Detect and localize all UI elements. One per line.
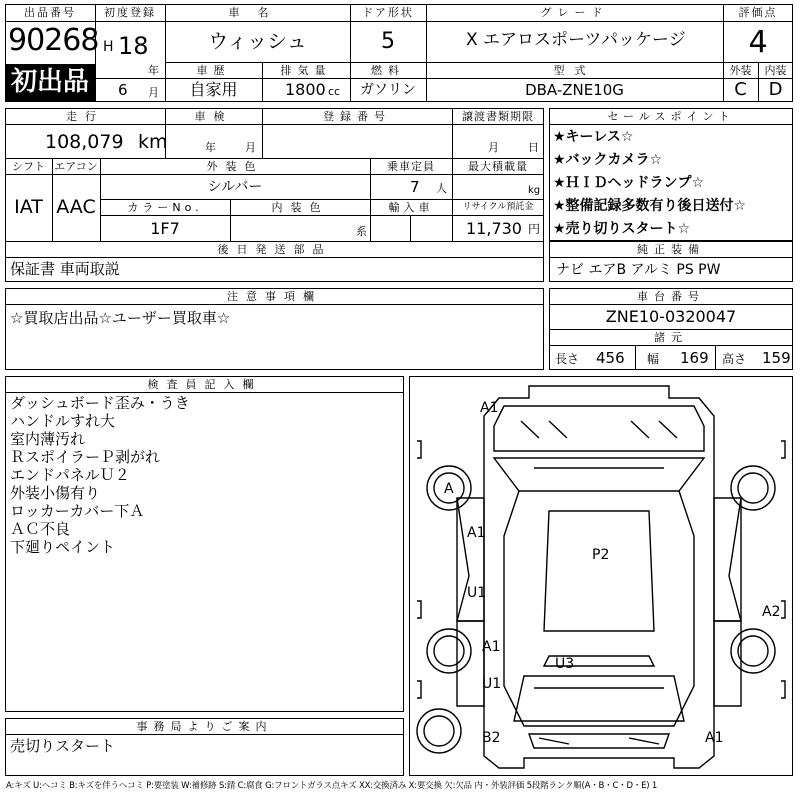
width-label: 幅 xyxy=(647,352,660,366)
caution-text: ☆買取店出品☆ユーザー買取車☆ xyxy=(10,309,231,327)
month-unit: 月 xyxy=(148,86,159,99)
capacity: 7 xyxy=(410,178,420,196)
door-count: 5 xyxy=(381,29,395,54)
length-label: 長さ xyxy=(555,352,580,366)
sales-point: ★バックカメラ☆ xyxy=(553,152,663,168)
score: 4 xyxy=(748,25,768,60)
era: H xyxy=(103,39,114,55)
sales-label: セールスポイント xyxy=(607,110,735,123)
caution-label: 注意事項欄 xyxy=(227,290,322,303)
reg-year: 18 xyxy=(118,32,149,60)
mark-right-rear: A2 xyxy=(762,604,781,620)
inspector-label: 検査員記入欄 xyxy=(147,378,262,391)
exterior-grade: C xyxy=(734,79,747,100)
transfer-day-unit: 日 xyxy=(528,141,539,154)
mark-left-rocker: U1 xyxy=(482,676,502,692)
capacity-unit: 人 xyxy=(436,182,447,195)
sales-point: ★キーレス☆ xyxy=(553,129,634,145)
mark-rear-bumper-right: A1 xyxy=(705,730,724,746)
fuel: ガソリン xyxy=(360,82,416,98)
inspector-note: 室内薄汚れ xyxy=(10,430,86,448)
inspector-note: ＲスポイラーＰ剥がれ xyxy=(10,448,161,466)
mileage-label: 走行 xyxy=(66,110,104,123)
mark-roof: P2 xyxy=(592,547,610,563)
height-label: 高さ xyxy=(722,352,747,366)
mileage-unit: km xyxy=(138,131,168,153)
inspection-month-unit: 月 xyxy=(245,141,256,154)
fuel-label: 燃料 xyxy=(371,64,405,77)
chassis-number: ZNE10-0320047 xyxy=(605,307,737,326)
office-text: 売切りスタート xyxy=(10,737,116,755)
int-color-unit: 系 xyxy=(356,225,367,238)
score-label: 評価点 xyxy=(738,6,778,19)
equipment-label: 純正装備 xyxy=(637,243,705,256)
width: 169 xyxy=(680,349,709,367)
dims-label: 諸元 xyxy=(654,331,688,344)
ext-color: シルバー xyxy=(207,179,263,195)
aircon-label: エアコン xyxy=(54,160,98,173)
inspector-note: エンドパネルＵ２ xyxy=(10,466,130,484)
mark-left-front-door: A1 xyxy=(467,525,486,541)
sales-point: ★ＨＩＤヘッドランプ☆ xyxy=(553,175,705,191)
interior-grade: D xyxy=(768,79,783,100)
height: 159 xyxy=(762,349,791,367)
car-name-label: 車名 xyxy=(228,6,287,19)
transfer-month-unit: 月 xyxy=(488,141,499,154)
displacement-label: 排気量 xyxy=(280,64,332,77)
recycle-label: リサイクル預託金 xyxy=(462,202,534,212)
car-diagram xyxy=(409,376,793,776)
import-label: 輸入車 xyxy=(388,201,434,214)
first-listing-text: 初出品 xyxy=(10,67,89,97)
inspector-note: ＡＣ不良 xyxy=(10,520,71,538)
lot-number: 90268 xyxy=(8,23,99,58)
office-label: 事務局よりご案内 xyxy=(136,720,273,733)
grade-label: グレード xyxy=(540,6,609,19)
color-no: 1F7 xyxy=(150,219,180,238)
capacity-label: 乗車定員 xyxy=(387,160,435,173)
history-label: 車歴 xyxy=(196,64,231,77)
sales-point: ★売り切りスタート☆ xyxy=(553,221,691,237)
aircon: AAC xyxy=(56,196,96,218)
mark-left-rear-door: U1 xyxy=(467,585,487,601)
mileage: 108,079 xyxy=(45,131,124,153)
reg-month: 6 xyxy=(118,81,128,99)
sales-point: ★整備記録多数有り後日送付☆ xyxy=(553,198,747,214)
door-label: ドア形状 xyxy=(362,6,414,19)
inspector-note: ハンドルすれ大 xyxy=(10,412,116,430)
exterior-label: 外装 xyxy=(729,64,752,77)
int-color-label: 内装色 xyxy=(271,201,329,214)
year-unit: 年 xyxy=(148,64,159,77)
inspector-note: ロッカーカバー下Ａ xyxy=(10,502,145,520)
car-name: ウィッシュ xyxy=(208,29,307,53)
mark-rear-bumper-left: B2 xyxy=(482,730,501,746)
interior-label: 内装 xyxy=(764,64,787,77)
color-no-label: カラーNo. xyxy=(127,201,203,214)
inspection-label: 車検 xyxy=(194,110,233,123)
recycle-unit: 円 xyxy=(528,222,541,236)
lot-label: 出品番号 xyxy=(24,6,76,19)
later-parts: 保証書 車両取説 xyxy=(10,260,120,278)
displacement-unit: cc xyxy=(328,85,341,98)
inspector-note: 下廻りペイント xyxy=(10,538,116,556)
ext-color-label: 外装色 xyxy=(206,160,264,173)
chassis-label: 車台番号 xyxy=(637,290,705,303)
model-label: 型式 xyxy=(553,64,596,77)
mark-rear-glass: U3 xyxy=(555,656,575,672)
recycle-fee: 11,730 xyxy=(466,219,522,238)
later-parts-label: 後日発送部品 xyxy=(217,243,332,256)
equipment-items: ナビ エアB アルミ PS PW xyxy=(556,262,721,278)
displacement: 1800 xyxy=(285,80,326,99)
shift-label: シフト xyxy=(12,160,45,173)
first-reg-label: 初度登録 xyxy=(104,6,156,19)
legend: A:キズ U:ヘコミ B:キズを伴うヘコミ P:要塗装 W:補修跡 S:錆 C:腐食 G:フロントガラス点キズ XX:交換済み X:要交換 欠:欠品 内・外装評価 5段階ランク順(A・B・C・D・E) 1 xyxy=(6,781,658,791)
plate-label: 登録番号 xyxy=(323,110,391,123)
shift: IAT xyxy=(14,196,43,218)
length: 456 xyxy=(596,349,625,367)
mark-front: A1 xyxy=(480,400,499,416)
inspector-note: 外装小傷有り xyxy=(10,484,101,502)
inspector-note: ダッシュボード歪み・うき xyxy=(10,394,190,412)
history: 自家用 xyxy=(189,80,238,99)
mark-left-rear-quarter: A1 xyxy=(482,639,501,655)
grade: X エアロスポーツパッケージ xyxy=(466,30,686,50)
mark-left-front-wheel: A xyxy=(444,481,454,497)
max-load-unit: kg xyxy=(528,185,541,196)
inspection-year-unit: 年 xyxy=(205,141,216,154)
max-load-label: 最大積載量 xyxy=(468,160,528,173)
model: DBA-ZNE10G xyxy=(525,81,624,99)
transfer-label: 譲渡書類期限 xyxy=(462,110,534,123)
